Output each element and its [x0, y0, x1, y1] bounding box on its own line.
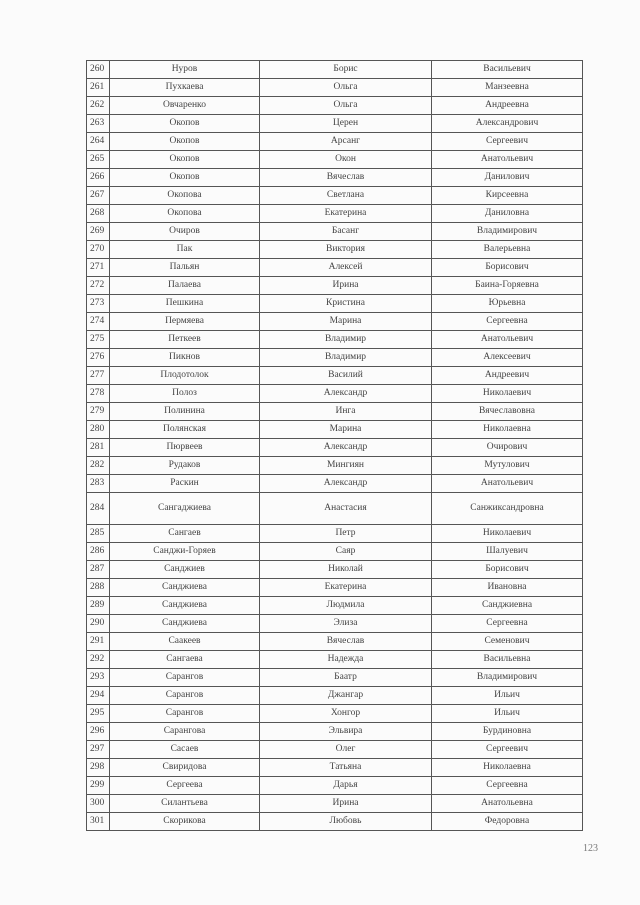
patronymic-cell: Сергеевич	[432, 741, 583, 759]
patronymic-cell: Анатольевич	[432, 151, 583, 169]
patronymic-cell: Сергеевич	[432, 133, 583, 151]
last-name-cell: Пикнов	[110, 349, 260, 367]
first-name-cell: Вячеслав	[260, 633, 432, 651]
row-number-cell: 281	[87, 439, 110, 457]
row-number-cell: 276	[87, 349, 110, 367]
patronymic-cell: Санджиевна	[432, 597, 583, 615]
row-number-cell: 290	[87, 615, 110, 633]
table-row	[87, 79, 583, 97]
patronymic-cell: Анатольевич	[432, 331, 583, 349]
row-number-cell: 285	[87, 525, 110, 543]
table-row	[87, 421, 583, 439]
table-row	[87, 151, 583, 169]
last-name-cell: Саакеев	[110, 633, 260, 651]
row-number-cell: 272	[87, 277, 110, 295]
table-row	[87, 633, 583, 651]
first-name-cell: Алексей	[260, 259, 432, 277]
last-name-cell: Полинина	[110, 403, 260, 421]
names-table	[86, 60, 583, 831]
patronymic-cell: Юрьевна	[432, 295, 583, 313]
row-number-cell: 280	[87, 421, 110, 439]
patronymic-cell: Кирсеевна	[432, 187, 583, 205]
first-name-cell: Церен	[260, 115, 432, 133]
patronymic-cell: Очирович	[432, 439, 583, 457]
row-number-cell: 270	[87, 241, 110, 259]
row-number-cell: 298	[87, 759, 110, 777]
last-name-cell: Санджи-Горяев	[110, 543, 260, 561]
table-row	[87, 579, 583, 597]
table-row	[87, 97, 583, 115]
first-name-cell: Мингиян	[260, 457, 432, 475]
last-name-cell: Окопов	[110, 169, 260, 187]
row-number-cell: 294	[87, 687, 110, 705]
first-name-cell: Александр	[260, 385, 432, 403]
row-number-cell: 271	[87, 259, 110, 277]
patronymic-cell: Даниловна	[432, 205, 583, 223]
table-row	[87, 133, 583, 151]
row-number-cell: 261	[87, 79, 110, 97]
first-name-cell: Саяр	[260, 543, 432, 561]
first-name-cell: Виктория	[260, 241, 432, 259]
first-name-cell: Татьяна	[260, 759, 432, 777]
first-name-cell: Владимир	[260, 349, 432, 367]
patronymic-cell: Андреевна	[432, 97, 583, 115]
first-name-cell: Владимир	[260, 331, 432, 349]
table-row	[87, 223, 583, 241]
table-row	[87, 457, 583, 475]
row-number-cell: 266	[87, 169, 110, 187]
first-name-cell: Николай	[260, 561, 432, 579]
first-name-cell: Олег	[260, 741, 432, 759]
last-name-cell: Сарангов	[110, 687, 260, 705]
last-name-cell: Пермяева	[110, 313, 260, 331]
last-name-cell: Санджиев	[110, 561, 260, 579]
patronymic-cell: Сергеевна	[432, 777, 583, 795]
patronymic-cell: Анатольевна	[432, 795, 583, 813]
table-row	[87, 187, 583, 205]
table-row	[87, 597, 583, 615]
patronymic-cell: Бурдиновна	[432, 723, 583, 741]
patronymic-cell: Манзеевна	[432, 79, 583, 97]
patronymic-cell: Николаевич	[432, 385, 583, 403]
table-row	[87, 241, 583, 259]
table-row	[87, 367, 583, 385]
table-row	[87, 615, 583, 633]
table-row	[87, 115, 583, 133]
row-number-cell: 275	[87, 331, 110, 349]
table-row	[87, 313, 583, 331]
last-name-cell: Петкеев	[110, 331, 260, 349]
row-number-cell: 300	[87, 795, 110, 813]
last-name-cell: Санджиева	[110, 579, 260, 597]
last-name-cell: Свиридова	[110, 759, 260, 777]
first-name-cell: Ольга	[260, 97, 432, 115]
patronymic-cell: Андреевич	[432, 367, 583, 385]
last-name-cell: Пак	[110, 241, 260, 259]
last-name-cell: Палаева	[110, 277, 260, 295]
row-number-cell: 265	[87, 151, 110, 169]
row-number-cell: 274	[87, 313, 110, 331]
first-name-cell: Вячеслав	[260, 169, 432, 187]
row-number-cell: 288	[87, 579, 110, 597]
row-number-cell: 301	[87, 813, 110, 831]
table-row	[87, 525, 583, 543]
last-name-cell: Нуров	[110, 61, 260, 79]
row-number-cell: 283	[87, 475, 110, 493]
last-name-cell: Сасаев	[110, 741, 260, 759]
last-name-cell: Пальян	[110, 259, 260, 277]
patronymic-cell: Владимирович	[432, 223, 583, 241]
patronymic-cell: Мутулович	[432, 457, 583, 475]
patronymic-cell: Федоровна	[432, 813, 583, 831]
row-number-cell: 291	[87, 633, 110, 651]
first-name-cell: Инга	[260, 403, 432, 421]
row-number-cell: 292	[87, 651, 110, 669]
last-name-cell: Окопов	[110, 151, 260, 169]
row-number-cell: 289	[87, 597, 110, 615]
first-name-cell: Екатерина	[260, 205, 432, 223]
patronymic-cell: Валерьевна	[432, 241, 583, 259]
table-row	[87, 687, 583, 705]
patronymic-cell: Баина-Горяевна	[432, 277, 583, 295]
first-name-cell: Василий	[260, 367, 432, 385]
row-number-cell: 295	[87, 705, 110, 723]
row-number-cell: 296	[87, 723, 110, 741]
table-row	[87, 295, 583, 313]
row-number-cell: 299	[87, 777, 110, 795]
patronymic-cell: Ильич	[432, 705, 583, 723]
patronymic-cell: Борисович	[432, 259, 583, 277]
last-name-cell: Сангаджиева	[110, 493, 260, 525]
first-name-cell: Джангар	[260, 687, 432, 705]
patronymic-cell: Анатольевич	[432, 475, 583, 493]
table-row	[87, 439, 583, 457]
first-name-cell: Басанг	[260, 223, 432, 241]
first-name-cell: Светлана	[260, 187, 432, 205]
patronymic-cell: Санжиксандровна	[432, 493, 583, 525]
table-row	[87, 277, 583, 295]
table-row	[87, 759, 583, 777]
table-row	[87, 475, 583, 493]
row-number-cell: 268	[87, 205, 110, 223]
last-name-cell: Окопова	[110, 205, 260, 223]
first-name-cell: Хонгор	[260, 705, 432, 723]
last-name-cell: Овчаренко	[110, 97, 260, 115]
patronymic-cell: Николаевна	[432, 421, 583, 439]
table-row	[87, 561, 583, 579]
last-name-cell: Сангаева	[110, 651, 260, 669]
last-name-cell: Окопов	[110, 133, 260, 151]
row-number-cell: 279	[87, 403, 110, 421]
last-name-cell: Окопова	[110, 187, 260, 205]
table-row	[87, 669, 583, 687]
row-number-cell: 293	[87, 669, 110, 687]
last-name-cell: Плодотолок	[110, 367, 260, 385]
table-row	[87, 331, 583, 349]
row-number-cell: 264	[87, 133, 110, 151]
names-table-body	[87, 61, 583, 831]
first-name-cell: Александр	[260, 439, 432, 457]
patronymic-cell: Васильевич	[432, 61, 583, 79]
table-row	[87, 705, 583, 723]
first-name-cell: Анастасия	[260, 493, 432, 525]
last-name-cell: Санджиева	[110, 597, 260, 615]
last-name-cell: Сангаев	[110, 525, 260, 543]
row-number-cell: 297	[87, 741, 110, 759]
table-row	[87, 795, 583, 813]
patronymic-cell: Ивановна	[432, 579, 583, 597]
row-number-cell: 282	[87, 457, 110, 475]
first-name-cell: Марина	[260, 421, 432, 439]
first-name-cell: Эльвира	[260, 723, 432, 741]
first-name-cell: Любовь	[260, 813, 432, 831]
table-row	[87, 493, 583, 525]
last-name-cell: Очиров	[110, 223, 260, 241]
row-number-cell: 267	[87, 187, 110, 205]
table-row	[87, 169, 583, 187]
row-number-cell: 278	[87, 385, 110, 403]
table-row	[87, 349, 583, 367]
last-name-cell: Сарангова	[110, 723, 260, 741]
row-number-cell: 263	[87, 115, 110, 133]
patronymic-cell: Александрович	[432, 115, 583, 133]
table-row	[87, 205, 583, 223]
first-name-cell: Баатр	[260, 669, 432, 687]
first-name-cell: Людмила	[260, 597, 432, 615]
table-row	[87, 813, 583, 831]
last-name-cell: Рудаков	[110, 457, 260, 475]
patronymic-cell: Вячеславовна	[432, 403, 583, 421]
row-number-cell: 287	[87, 561, 110, 579]
first-name-cell: Кристина	[260, 295, 432, 313]
last-name-cell: Окопов	[110, 115, 260, 133]
first-name-cell: Надежда	[260, 651, 432, 669]
patronymic-cell: Николаевна	[432, 759, 583, 777]
last-name-cell: Раскин	[110, 475, 260, 493]
row-number-cell: 286	[87, 543, 110, 561]
first-name-cell: Арсанг	[260, 133, 432, 151]
last-name-cell: Сарангов	[110, 705, 260, 723]
row-number-cell: 277	[87, 367, 110, 385]
first-name-cell: Екатерина	[260, 579, 432, 597]
patronymic-cell: Борисович	[432, 561, 583, 579]
patronymic-cell: Владимирович	[432, 669, 583, 687]
patronymic-cell: Николаевич	[432, 525, 583, 543]
row-number-cell: 273	[87, 295, 110, 313]
first-name-cell: Борис	[260, 61, 432, 79]
first-name-cell: Дарья	[260, 777, 432, 795]
first-name-cell: Александр	[260, 475, 432, 493]
last-name-cell: Сарангов	[110, 669, 260, 687]
page-number: 123	[583, 843, 598, 854]
first-name-cell: Ольга	[260, 79, 432, 97]
row-number-cell: 262	[87, 97, 110, 115]
patronymic-cell: Сергеевна	[432, 615, 583, 633]
patronymic-cell: Алексеевич	[432, 349, 583, 367]
table-row	[87, 403, 583, 421]
patronymic-cell: Шалуевич	[432, 543, 583, 561]
last-name-cell: Пюрвеев	[110, 439, 260, 457]
last-name-cell: Полоз	[110, 385, 260, 403]
first-name-cell: Окон	[260, 151, 432, 169]
last-name-cell: Полянская	[110, 421, 260, 439]
last-name-cell: Пешкина	[110, 295, 260, 313]
row-number-cell: 269	[87, 223, 110, 241]
last-name-cell: Санджиева	[110, 615, 260, 633]
first-name-cell: Петр	[260, 525, 432, 543]
table-row	[87, 723, 583, 741]
table-row	[87, 385, 583, 403]
last-name-cell: Скорикова	[110, 813, 260, 831]
table-row	[87, 651, 583, 669]
first-name-cell: Ирина	[260, 795, 432, 813]
first-name-cell: Ирина	[260, 277, 432, 295]
patronymic-cell: Семенович	[432, 633, 583, 651]
table-row	[87, 543, 583, 561]
table-row	[87, 259, 583, 277]
last-name-cell: Пухкаева	[110, 79, 260, 97]
first-name-cell: Марина	[260, 313, 432, 331]
row-number-cell: 284	[87, 493, 110, 525]
patronymic-cell: Ильич	[432, 687, 583, 705]
patronymic-cell: Данилович	[432, 169, 583, 187]
table-row	[87, 61, 583, 79]
row-number-cell: 260	[87, 61, 110, 79]
last-name-cell: Сергеева	[110, 777, 260, 795]
first-name-cell: Элиза	[260, 615, 432, 633]
table-row	[87, 777, 583, 795]
table-row	[87, 741, 583, 759]
last-name-cell: Силантьева	[110, 795, 260, 813]
patronymic-cell: Сергеевна	[432, 313, 583, 331]
patronymic-cell: Васильевна	[432, 651, 583, 669]
